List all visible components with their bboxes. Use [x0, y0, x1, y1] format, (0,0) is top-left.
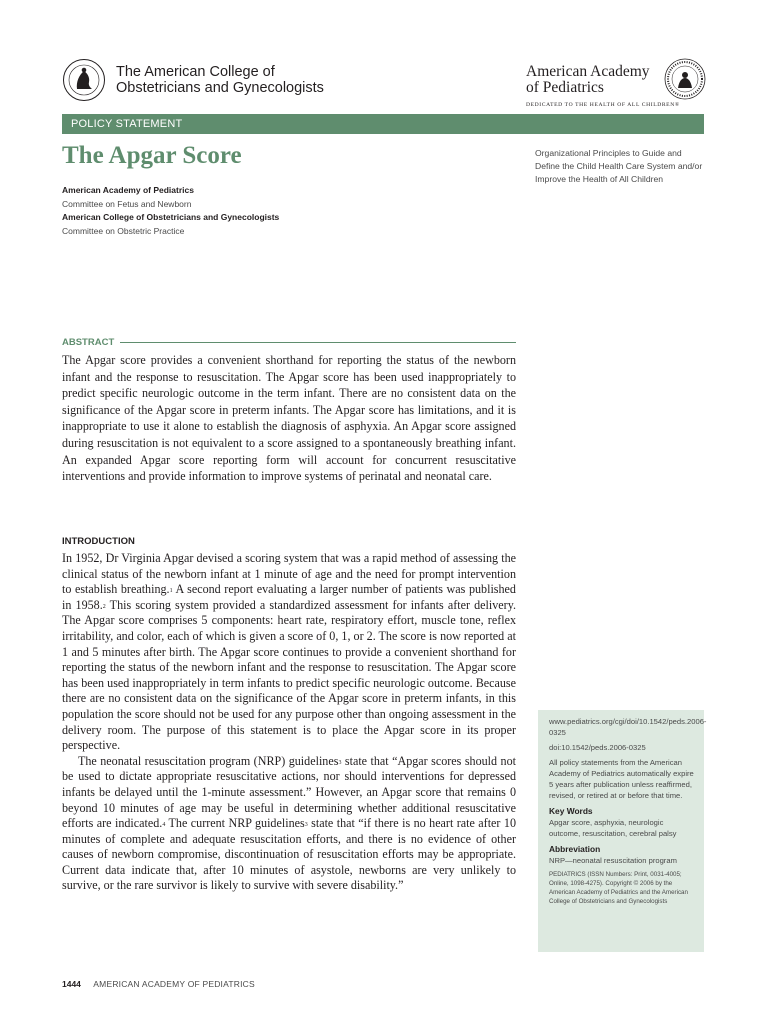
- journal-name: AMERICAN ACADEMY OF PEDIATRICS: [93, 979, 255, 989]
- introduction-heading: INTRODUCTION: [62, 536, 135, 547]
- aap-seal-icon: [664, 58, 706, 100]
- article-url: www.pediatrics.org/cgi/doi/10.1542/peds.2006-0325: [549, 717, 707, 737]
- reference-marker: 4: [162, 822, 166, 829]
- page-footer: [62, 979, 255, 989]
- article-info-sidebar: [538, 710, 707, 952]
- introduction-paragraph: In 1952, Dr Virginia Apgar devised a scoring system that was a rapid method of assessing the clinical status of the newborn infant at 1 minute of age and the need for prompt intervention to establish breathing.$^1$ A second report evaluating a larger number of patients was published in 1958.$^2$ This scoring system provided a standardized assessment for infants after delivery. The Apgar score comprises 5 components: heart rate, respiratory effort, muscle tone, reflex irritability, and color, each of which is given a score of 0, 1, or 2. The score is now reported at 1 and 5 minutes after birth. The Apgar score continues to provide a convenient shorthand for reporting the status of the newborn infant and the response to resuscitation. The Apgar score has been used inappropriately in term infants to predict specific neurologic outcome. Because there are no consistent data on the significance of the Apgar score in preterm infants, in this population the score should not be used for any purpose other than ongoing assessment in the delivery room. The purpose of this statement is to place the Apgar score in its proper perspective.: [62, 551, 516, 753]
- abstract-heading: [62, 337, 516, 348]
- abstract-label: ABSTRACT: [62, 337, 115, 348]
- organizational-principle: Organizational Principles to Guide and Define the Child Health Care System and/or Improve the Health of All Children: [535, 148, 703, 184]
- copyright-text: PEDIATRICS (ISSN Numbers: Print, 0031-4005; Online, 1098-4275). Copyright © 2006 by the American Academy of Pediatrics and the American College of Obstetricians and Gynecologists: [549, 871, 688, 905]
- reference-marker: 2: [102, 603, 106, 610]
- keywords-text: Apgar score, asphyxia, neurologic outcome, resuscitation, cerebral palsy: [549, 818, 677, 838]
- introduction-paragraph: The neonatal resuscitation program (NRP) guidelines$^3$ state that “Apgar scores should not be used to dictate appropriate resuscitative actions, nor should interventions for depressed infants be delayed until the 1-minute assessment.” However, an Apgar score that remains 0 beyond 10 minutes of age may be useful in determining whether additional resuscitative efforts are indicated.$^4$ The current NRP guidelines$^3$ state that “if there is no heart rate after 10 minutes of complete and adequate resuscitation efforts, and there is no evidence of other causes of newborn compromise, discontinuation of resuscitation efforts may be appropriate. Current data indicate that, after 10 minutes of asystole, newborns are very unlikely to survive, or the rare survivor is likely to survive with severe disability.”: [62, 753, 516, 893]
- acog-name: The American College of Obstetricians and Gynecologists: [116, 64, 324, 96]
- abbreviation-label: Abbreviation: [549, 844, 601, 854]
- aap-name: American Academy of Pediatrics: [526, 63, 650, 96]
- author-org: American College of Obstetricians and Gynecologists: [62, 212, 280, 223]
- keywords-label: Key Words: [549, 806, 593, 816]
- page-number: 1444: [62, 979, 81, 989]
- policy-statement-bar: POLICY STATEMENT: [62, 114, 704, 134]
- aap-logo: [526, 58, 706, 112]
- abstract-rule: [120, 342, 516, 343]
- author-org: American Academy of Pediatrics: [62, 185, 194, 195]
- abstract-text: The Apgar score provides a convenient shorthand for reporting the status of the newborn infant and the response to resuscitation. The Apgar score has been used inappropriately to predict specific neurologic outcome in the term infant. There are no consistent data on the significance of the Apgar score in preterm infants. The Apgar score has limitations, and it is inappropriate to use it alone to establish the diagnosis of asphyxia. An Apgar score assigned during resuscitation is not equivalent to a score assigned to a spontaneously breathing infant. An expanded Apgar score reporting form will account for concurrent resuscitative interventions and provide information to improve systems of perinatal and neonatal care.: [62, 353, 516, 484]
- author-block: [62, 184, 279, 239]
- abbreviation-text: NRP—neonatal resuscitation program: [549, 856, 677, 865]
- introduction-body: [62, 551, 516, 894]
- acog-seal-icon: [62, 58, 106, 102]
- reference-marker: 3: [338, 759, 342, 766]
- article-doi: doi:10.1542/peds.2006-0325: [549, 743, 646, 752]
- article-title: The Apgar Score: [62, 142, 242, 169]
- reference-marker: 3: [304, 822, 308, 829]
- expiry-note: All policy statements from the American Academy of Pediatrics automatically expire 5 years after publication unless reaffirmed, revised, or retired at or before that time.: [549, 758, 694, 800]
- reference-marker: 1: [169, 588, 173, 595]
- aap-tagline: DEDICATED TO THE HEALTH OF ALL CHILDREN®: [526, 102, 680, 108]
- acog-logo: [62, 58, 324, 102]
- author-committee: Committee on Fetus and Newborn: [62, 198, 192, 209]
- author-committee: Committee on Obstetric Practice: [62, 226, 185, 237]
